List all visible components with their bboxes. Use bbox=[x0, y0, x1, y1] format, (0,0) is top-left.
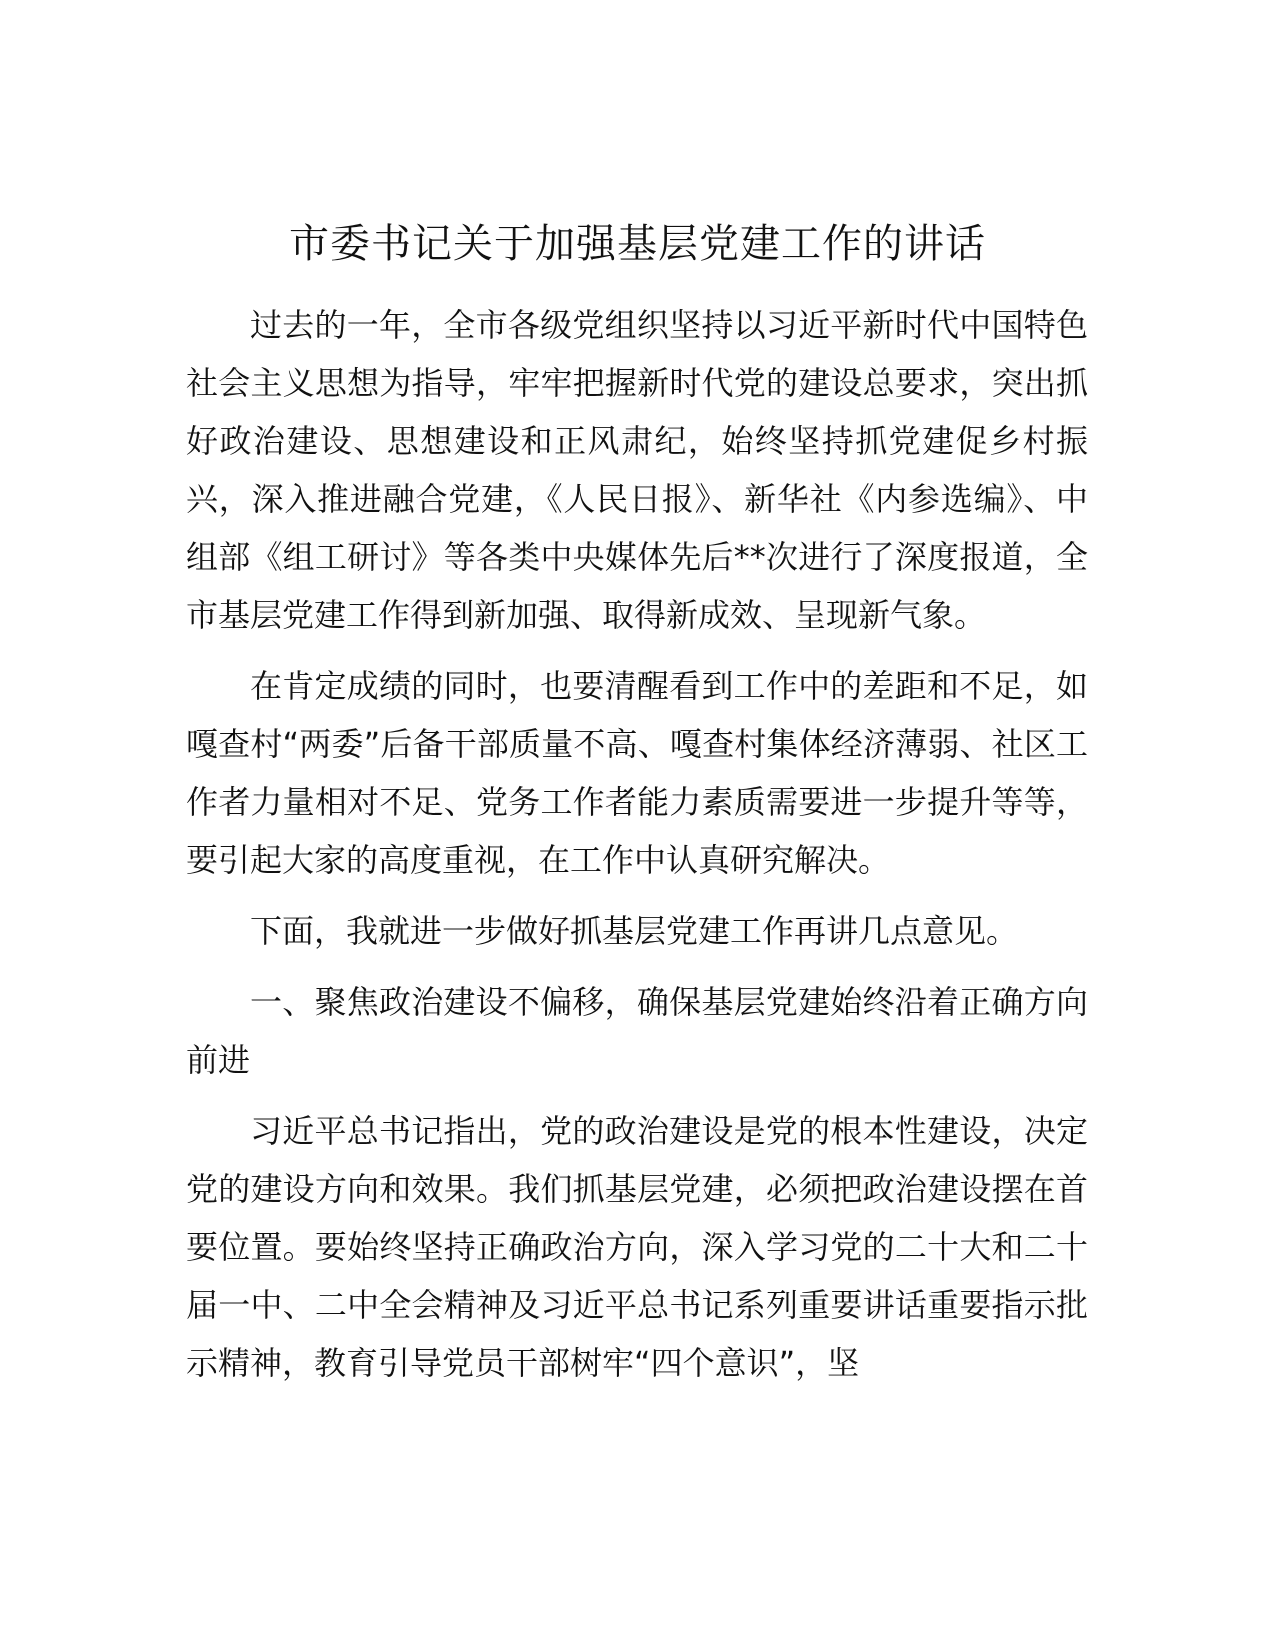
paragraph-shortcomings: 在肯定成绩的同时，也要清醒看到工作中的差距和不足，如嘎查村“两委”后备干部质量不高、嘎查村集体经济薄弱、社区工作者力量相对不足、党务工作者能力素质需要进一步提升等等，要引起大家的高度重视，在工作中认真研究解决。 bbox=[186, 667, 1088, 879]
paragraph-achievements: 过去的一年，全市各级党组织坚持以习近平新时代中国特色社会主义思想为指导，牢牢把握新时代党的建设总要求，突出抓好政治建设、思想建设和正风肃纪，始终坚持抓党建促乡村振兴，深入推进融合党建，《人民日报》、新华社《内参选编》、中组部《组工研讨》等各类中央媒体先后**次进行了深度报道，全市基层党建工作得到新加强、取得新成效、呈现新气象。 bbox=[186, 306, 1088, 634]
paragraph-political-building: 习近平总书记指出，党的政治建设是党的根本性建设，决定党的建设方向和效果。我们抓基层党建，必须把政治建设摆在首要位置。要始终坚持正确政治方向，深入学习党的二十大和二十届一中、二中全会精神及习近平总书记系列重要讲话重要指示批示精神，教育引导党员干部树牢“四个意识”，坚 bbox=[186, 1112, 1088, 1382]
section-heading-1: 一、聚焦政治建设不偏移，确保基层党建始终沿着正确方向前进 bbox=[186, 983, 1088, 1079]
paragraph-transition: 下面，我就进一步做好抓基层党建工作再讲几点意见。 bbox=[250, 912, 1019, 950]
document-title: 市委书记关于加强基层党建工作的讲话 bbox=[289, 221, 986, 267]
document-body bbox=[186, 296, 1088, 1405]
